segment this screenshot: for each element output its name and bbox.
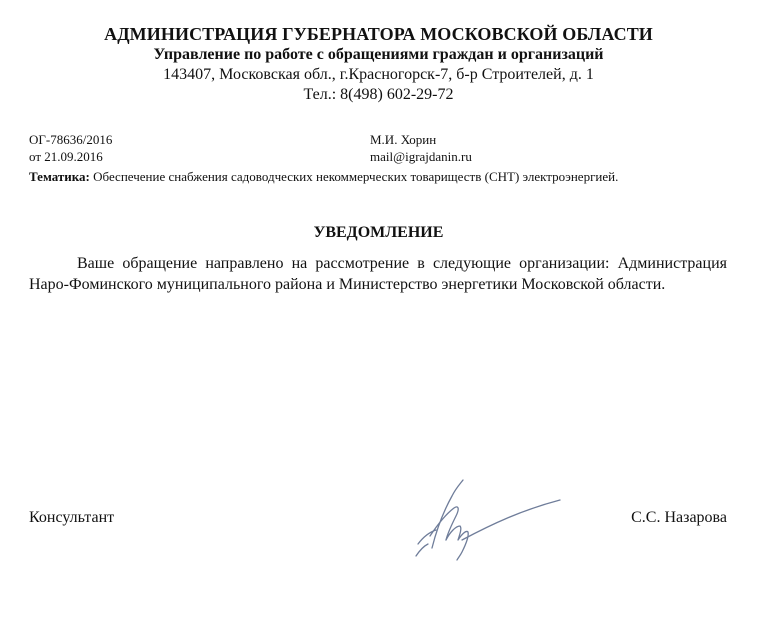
registration-block [29, 131, 112, 165]
recipient-block [370, 131, 472, 165]
registration-number: ОГ-78636/2016 [29, 132, 113, 147]
organization-phone: Тел.: 8(498) 602-29-72 [303, 86, 454, 103]
department-name: Управление по работе с обращениями граждан и организаций [153, 46, 604, 63]
topic-text: Обеспечение снабжения садоводческих некоммерческих товариществ (СНТ) электроэнергией. [93, 169, 619, 184]
notice-title: УВЕДОМЛЕНИЕ [313, 224, 444, 241]
signer-position: Консультант [29, 509, 115, 526]
organization-address: 143407, Московская обл., г.Красногорск-7, б-р Строителей, д. 1 [163, 66, 594, 83]
organization-name: АДМИНИСТРАЦИЯ ГУБЕРНАТОРА МОСКОВСКОЙ ОБЛАСТИ [104, 24, 653, 44]
letterhead [0, 23, 757, 105]
registration-date: от 21.09.2016 [29, 149, 103, 164]
recipient-email: mail@igrajdanin.ru [370, 149, 472, 164]
topic-label: Тематика: [29, 169, 90, 184]
topic-line [29, 168, 669, 185]
signer-name: С.С. Назарова [631, 509, 727, 526]
handwritten-signature [402, 474, 567, 566]
notice-body: Ваше обращение направлено на рассмотрение в следующие организации: Администрация Наро-Фоминского муниципального района и Министерство энергетики Московской области. [29, 255, 727, 293]
recipient-name: М.И. Хорин [370, 132, 437, 147]
